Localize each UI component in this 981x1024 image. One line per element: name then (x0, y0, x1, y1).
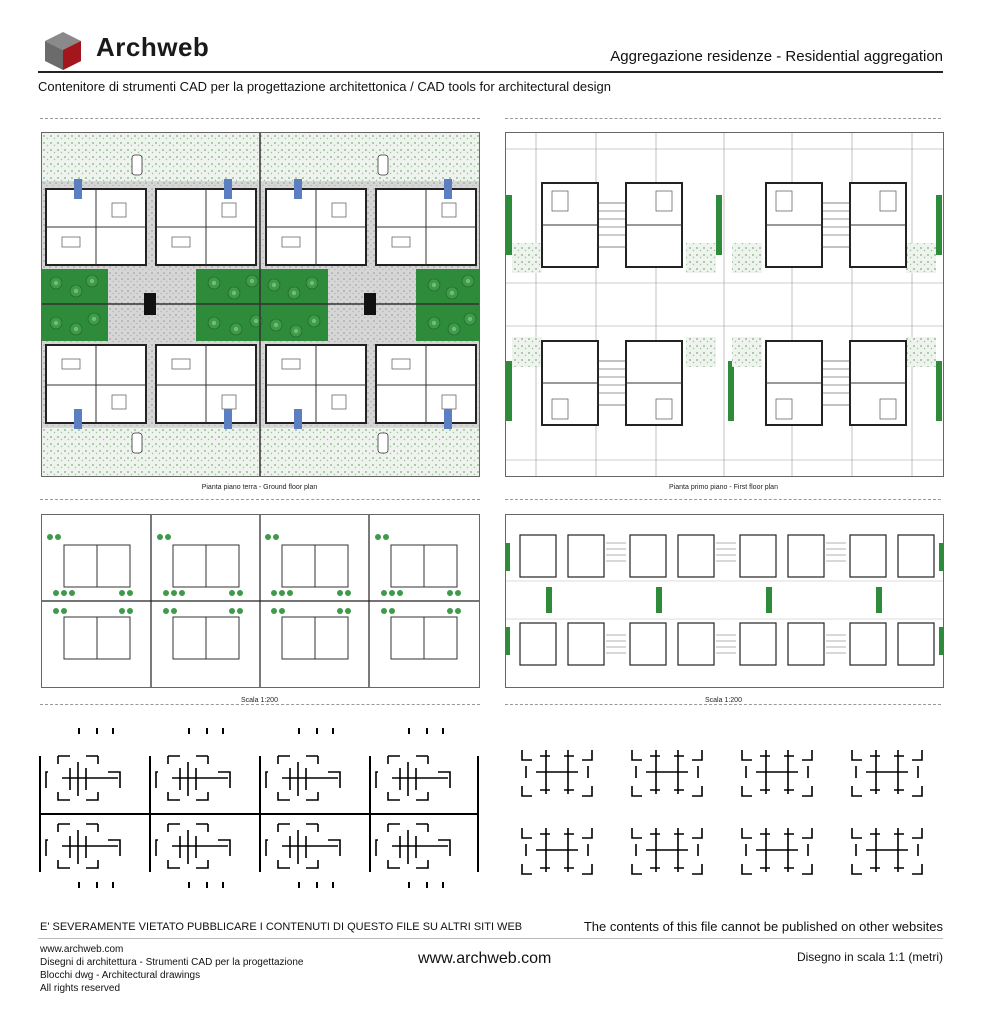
header-rule (38, 71, 943, 73)
header-subtitle: Contenitore di strumenti CAD per la progettazione architettonica / CAD tools for architectural design (38, 79, 612, 94)
document-title: Aggregazione residenze - Residential aggregation (610, 48, 943, 65)
schematic-first-aggregation (520, 746, 930, 876)
aggregation-plan-ground-1-200 (41, 514, 480, 688)
separator (40, 118, 480, 119)
separator (40, 499, 480, 500)
footer-url[interactable]: www.archweb.com (40, 944, 124, 955)
copyright-warning-en: The contents of this file cannot be published on other websites (583, 919, 943, 934)
scale-caption-left: Scala 1:200 (241, 697, 278, 704)
copyright-warning-it: E' SEVERAMENTE VIETATO PUBBLICARE I CONTENUTI DI QUESTO FILE SU ALTRI SITI WEB (40, 921, 523, 933)
footer-line: All rights reserved (40, 983, 121, 994)
scale-caption-right: Scala 1:200 (705, 697, 742, 704)
first-floor-caption: Pianta primo piano - First floor plan (669, 484, 778, 491)
separator (505, 704, 941, 705)
aggregation-plan-first-1-200 (505, 514, 944, 688)
first-floor-plan (505, 132, 944, 477)
footer-site-link[interactable]: www.archweb.com (418, 950, 552, 967)
archweb-logo-icon (42, 30, 84, 72)
separator (505, 118, 941, 119)
schematic-ground-aggregation (38, 722, 480, 892)
footer-line: Disegni di architettura - Strumenti CAD per la progettazione (40, 957, 304, 968)
ground-floor-caption: Pianta piano terra - Ground floor plan (201, 484, 318, 491)
footer-rule (38, 938, 943, 939)
footer-scale-note: Disegno in scala 1:1 (metri) (796, 950, 943, 964)
ground-floor-plan (41, 132, 480, 477)
brand-name: Archweb (96, 32, 210, 62)
separator (40, 704, 480, 705)
footer-info (40, 943, 303, 995)
separator (505, 499, 941, 500)
footer-line: Blocchi dwg - Architectural drawings (40, 970, 201, 981)
